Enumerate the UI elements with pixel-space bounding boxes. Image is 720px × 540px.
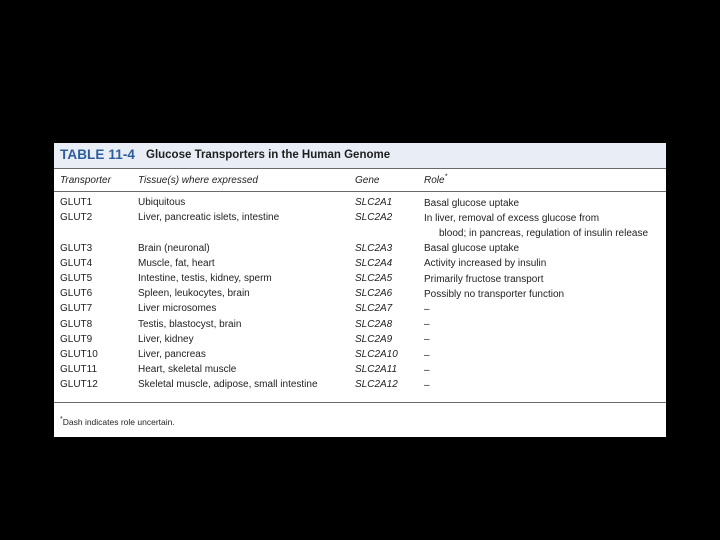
- cell-tissue: Liver, pancreas: [138, 349, 206, 360]
- cell-role-line: Primarily fructose transport: [424, 273, 544, 285]
- cell-transporter: GLUT10: [60, 349, 98, 360]
- cell-role: [424, 363, 430, 378]
- cell-gene: SLC2A12: [355, 379, 398, 391]
- cell-gene: SLC2A6: [355, 288, 393, 300]
- cell-transporter: GLUT5: [60, 273, 93, 284]
- cell-transporter: GLUT6: [60, 288, 93, 300]
- cell-gene: SLC2A9: [355, 333, 393, 345]
- cell-gene: SLC2A7: [355, 303, 393, 315]
- table-footnote: [60, 417, 175, 427]
- cell-role: [424, 211, 648, 241]
- table-title-band: [54, 143, 666, 168]
- cell-transporter: GLUT1: [60, 197, 93, 208]
- footnote-text: Dash indicates role uncertain.: [62, 417, 175, 427]
- cell-gene: SLC2A1: [355, 197, 393, 208]
- cell-tissue: Liver, pancreatic islets, intestine: [138, 212, 280, 224]
- table-panel: [54, 143, 666, 437]
- cell-gene: SLC2A8: [355, 318, 393, 330]
- header-gene: Gene: [355, 175, 380, 186]
- header-role-footnote-mark: *: [444, 173, 448, 181]
- cell-tissue: Ubiquitous: [138, 197, 186, 208]
- cell-transporter: GLUT4: [60, 257, 93, 269]
- cell-gene: SLC2A2: [355, 212, 393, 224]
- cell-role: [424, 332, 430, 347]
- cell-role: [424, 196, 519, 211]
- header-tissue: Tissue(s) where expressed: [138, 175, 258, 186]
- cell-gene: SLC2A11: [355, 364, 398, 376]
- cell-role-line: –: [424, 364, 430, 376]
- cell-role: [424, 241, 519, 256]
- cell-role: [424, 272, 543, 287]
- cell-role-line: –: [424, 303, 430, 315]
- bottom-rule: [54, 402, 666, 403]
- cell-transporter: GLUT2: [60, 212, 93, 224]
- cell-gene: SLC2A3: [355, 242, 393, 254]
- cell-transporter: GLUT9: [60, 333, 93, 345]
- cell-role: [424, 378, 430, 393]
- cell-transporter: GLUT12: [60, 379, 98, 391]
- header-role: [424, 175, 447, 187]
- cell-gene: SLC2A5: [355, 273, 393, 284]
- cell-tissue: Intestine, testis, kidney, sperm: [138, 273, 272, 284]
- footnote-mark: *: [60, 416, 63, 424]
- cell-tissue: Heart, skeletal muscle: [138, 364, 237, 376]
- cell-tissue: Skeletal muscle, adipose, small intestine: [138, 379, 318, 391]
- cell-gene: SLC2A10: [355, 349, 398, 360]
- cell-role-line: Possibly no transporter function: [424, 288, 565, 300]
- cell-role-line: Basal glucose uptake: [424, 243, 520, 255]
- cell-tissue: Liver microsomes: [138, 303, 217, 315]
- cell-transporter: GLUT7: [60, 303, 93, 315]
- header-rule: [54, 191, 666, 192]
- cell-role-line: blood; in pancreas, regulation of insulin release: [439, 227, 649, 239]
- cell-transporter: GLUT11: [60, 364, 98, 376]
- table-title: Glucose Transporters in the Human Genome: [146, 149, 391, 161]
- cell-role: [424, 348, 430, 363]
- cell-role: [424, 287, 564, 302]
- cell-role-line: –: [424, 319, 430, 331]
- cell-tissue: Testis, blastocyst, brain: [138, 318, 242, 330]
- cell-role-line: Basal glucose uptake: [424, 197, 520, 209]
- cell-tissue: Brain (neuronal): [138, 242, 210, 254]
- cell-role-line: Activity increased by insulin: [424, 258, 547, 270]
- cell-role: [424, 317, 430, 332]
- cell-gene: SLC2A4: [355, 257, 393, 269]
- cell-role-line: In liver, removal of excess glucose from: [424, 212, 600, 224]
- cell-transporter: GLUT3: [60, 242, 93, 254]
- cell-role: [424, 302, 430, 317]
- cell-tissue: Spleen, leukocytes, brain: [138, 288, 250, 300]
- cell-tissue: Muscle, fat, heart: [138, 257, 215, 269]
- header-transporter: Transporter: [60, 175, 111, 186]
- cell-tissue: Liver, kidney: [138, 333, 194, 345]
- cell-role: [424, 256, 546, 271]
- cell-transporter: GLUT8: [60, 318, 93, 330]
- header-role-label: Role: [424, 175, 445, 186]
- table-number: TABLE 11-4: [60, 147, 136, 162]
- top-rule: [54, 168, 666, 169]
- cell-role-line: –: [424, 349, 430, 361]
- cell-role-line: –: [424, 334, 430, 346]
- cell-role-line: –: [424, 379, 430, 391]
